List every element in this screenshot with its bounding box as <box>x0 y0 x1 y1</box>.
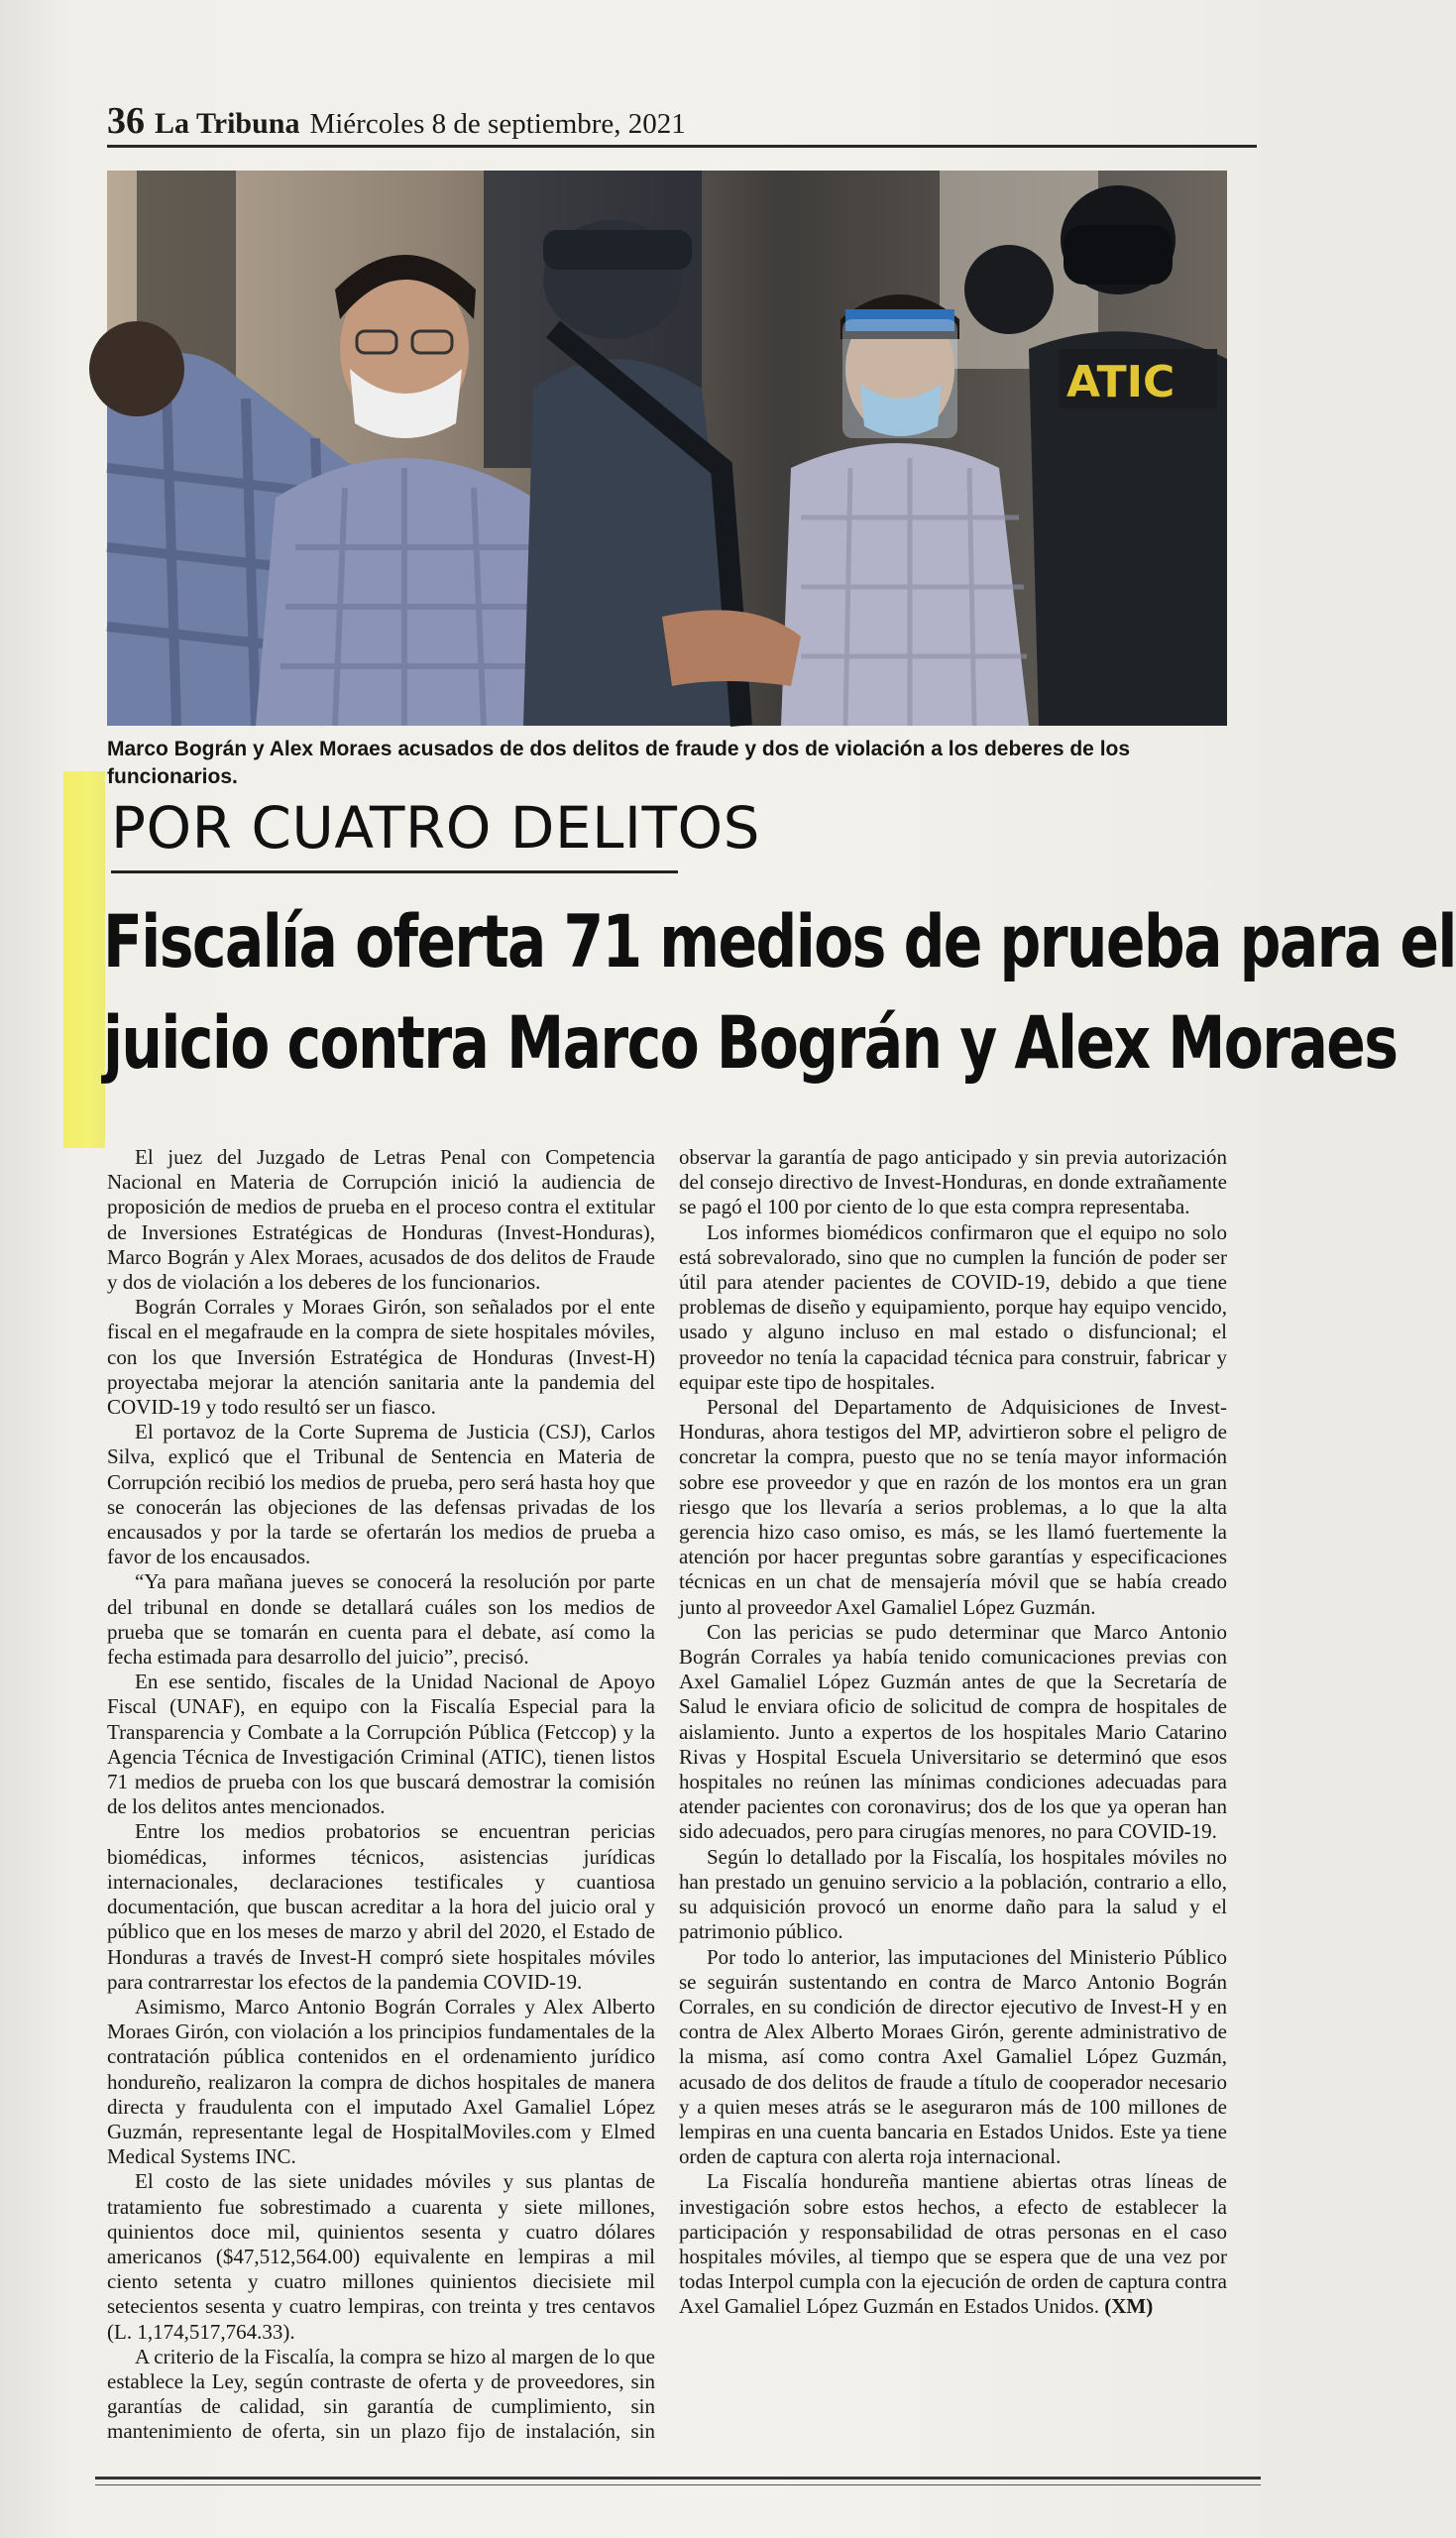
photo-illustration <box>107 171 1227 726</box>
newspaper-name: La Tribuna <box>155 107 300 140</box>
paragraph: Con las pericias se pudo determinar que Marco Antonio Bográn Corrales ya había tenido comunicaciones previas con Axel Gamaliel López Guzmán antes de que la Secretaría de Salud le enviara oficio de solicitud de compra de hospitales de aislamiento. Junto a expertos de los hospitales Mario Catarino Rivas y Hospital Escuela Universitario se determinó que esos hospitales no reúnen las mínimas condiciones adecuadas para atender pacientes con coronavirus; dos de los que ya operan han sido adecuados, pero para cirugías menores, no para COVID-19. <box>679 1619 1227 1844</box>
paragraph: Los informes biomédicos confirmaron que el equipo no solo está sobrevalorado, sino que no cumplen la función de poder ser útil para atender pacientes de COVID-19, debido a que tiene problemas de diseño y equipamiento, porque hay equipo vencido, usado y alguno incluso en mal estado o disfuncional; el proveedor no tenía la capacidad técnica para construir, fabricar y equipar este tipo de hospitales. <box>679 1219 1227 1394</box>
paragraph: “Ya para mañana jueves se conocerá la resolución por parte del tribunal en donde se detallará cuáles son los medios de prueba que se tomarán en cuenta para el debate, así como la fecha estimada para desarrollo del juicio”, precisó. <box>107 1569 655 1670</box>
headline <box>103 892 1456 1095</box>
article-body <box>107 1145 1227 2449</box>
kicker-underline <box>111 870 678 873</box>
paragraph-text: La Fiscalía hondureña mantiene abiertas otras líneas de investigación sobre estos hechos, a efecto de establecer la participación y responsabilidad de otras personas en el caso hospitales móviles, al tiempo que se espera que de una vez por todas Interpol cumpla con la ejecución de orden de captura contra Axel Gamaliel López Guzmán en Estados Unidos. <box>679 2169 1227 2319</box>
kicker: POR CUATRO DELITOS <box>111 794 760 862</box>
photo-caption: Marco Bográn y Alex Moraes acusados de dos delitos de fraude y dos de violación a los deberes de los funcionarios. <box>107 738 1131 788</box>
paragraph: En ese sentido, fiscales de la Unidad Nacional de Apoyo Fiscal (UNAF), en equipo con la Fiscalía Especial para la Transparencia y Combate a la Corrupción Pública (Fetccop) y la Agencia Técnica de Investigación Criminal (ATIC), tienen listos 71 medios de prueba con los que buscará demostrar la comisión de los delitos antes mencionados. <box>107 1670 655 1819</box>
paragraph: Entre los medios probatorios se encuentran pericias biomédicas, informes técnicos, asistencias jurídicas internacionales, declaraciones testificales y cuantiosa documentación, que buscan acreditar a la hora del juicio oral y público que en los meses de marzo y abril del 2020, el Estado de Honduras a través de Invest-H compró siete hospitales móviles para contrarrestar los efectos de la pandemia COVID-19. <box>107 1819 655 1994</box>
publication-date: Miércoles 8 de septiembre, 2021 <box>309 108 686 140</box>
news-photo <box>107 171 1227 726</box>
paragraph: Por todo lo anterior, las imputaciones del Ministerio Público se seguirán sustentando en contra de Marco Antonio Bográn Corrales, en su condición de director ejecutivo de Invest-H y en contra de Alex Alberto Moraes Girón, gerente administrativo de la misma, así como contra Axel Gamaliel López Guzmán, acusado de dos delitos de fraude a título de cooperador necesario y a quien meses atrás se le aseguraron más de 100 millones de lempiras en una cuenta bancaria en Estados Unidos. Este ya tiene orden de captura con alerta roja internacional. <box>679 1944 1227 2169</box>
bottom-rule-thin <box>95 2484 1261 2485</box>
author-initials: (XM) <box>1104 2294 1154 2319</box>
paragraph: Según lo detallado por la Fiscalía, los hospitales móviles no han prestado un genuino servicio a la población, contrario a ello, su adquisición provocó un enorme daño para la salud y el patrimonio público. <box>679 1844 1227 1944</box>
vest-label: ATIC <box>1066 357 1176 407</box>
paragraph: Personal del Departamento de Adquisiciones de Invest-Honduras, ahora testigos del MP, advirtieron sobre el peligro de concretar la compra, puesto que no se tenía mayor información sobre ese proveedor y que en razón de los montos era un gran riesgo que los llevaría a serios problemas, a lo que la alta gerencia hizo caso omiso, es más, se les llamó fuertemente la atención por hacer preguntas sobre garantías y especificaciones técnicas en un chat de mensajería móvil que se había creado junto al proveedor Axel Gamaliel López Guzmán. <box>679 1395 1227 1619</box>
headline-line-1: Fiscalía oferta 71 medios de prueba para el <box>103 900 1456 984</box>
paragraph: Bográn Corrales y Moraes Girón, son señalados por el ente fiscal en el megafraude en la compra de siete hospitales móviles, con los que Inversión Estratégica de Honduras (Invest-H) proyectaba mejorar la atención sanitaria ante la pandemia del COVID-19 y todo resultó ser un fiasco. <box>107 1295 655 1420</box>
headline-line-2: juicio contra Marco Bográn y Alex Moraes <box>103 1001 1398 1086</box>
page-header <box>107 99 1257 148</box>
paragraph: El juez del Juzgado de Letras Penal con Competencia Nacional en Materia de Corrupción inició la audiencia de proposición de medios de prueba en el proceso contra el extitular de Inversiones Estratégicas de Honduras (Invest-Honduras), Marco Bográn y Alex Moraes, acusados de dos delitos de Fraude y dos de violación a los deberes de los funcionarios. <box>107 1145 655 1295</box>
paragraph: Asimismo, Marco Antonio Bográn Corrales y Alex Alberto Moraes Girón, con violación a los principios fundamentales de la contratación pública contenidos en el ordenamiento jurídico hondureño, realizaron la compra de dichos hospitales de manera directa y fraudulenta con el imputado Axel Gamaliel López Guzmán, representante legal de HospitalMoviles.com y Elmed Medical Systems INC. <box>107 1994 655 2169</box>
bottom-rule <box>95 2477 1261 2480</box>
paragraph: A criterio de la Fiscalía, la compra se hizo al margen de lo que establece la Ley, según contraste de oferta y de proveedores, sin garantías de calidad, sin garantía de cumplimiento, sin mantenimiento de oferta, sin un plazo fijo de instalación, sin observar la garantía de pago anticipado y sin previa autorización del consejo directivo de Invest-Honduras, en donde extrañamente se pagó el 100 por ciento de lo que esta compra representaba. <box>107 1145 1227 2444</box>
highlighter-mark <box>63 771 105 1148</box>
paragraph: El portavoz de la Corte Suprema de Justicia (CSJ), Carlos Silva, explicó que el Tribunal de Sentencia en Materia de Corrupción recibió los medios de prueba, pero será hasta hoy que se conocerán las objeciones de las defensas privadas de los encausados y por la tarde se ofertarán los medios de prueba a favor de los encausados. <box>107 1420 655 1569</box>
page-number: 36 <box>107 100 145 142</box>
paragraph-last <box>679 2169 1227 2319</box>
paragraph: El costo de las siete unidades móviles y sus plantas de tratamiento fue sobrestimado a cuarenta y siete millones, quinientos doce mil, quinientos sesenta y cuatro dólares americanos ($47,512,564.00) equivalente en lempiras a mil ciento setenta y cuatro millones quinientos diecisiete mil setecientos sesenta y cuatro lempiras, con treinta y tres centavos (L. 1,174,517,764.33). <box>107 2169 655 2344</box>
